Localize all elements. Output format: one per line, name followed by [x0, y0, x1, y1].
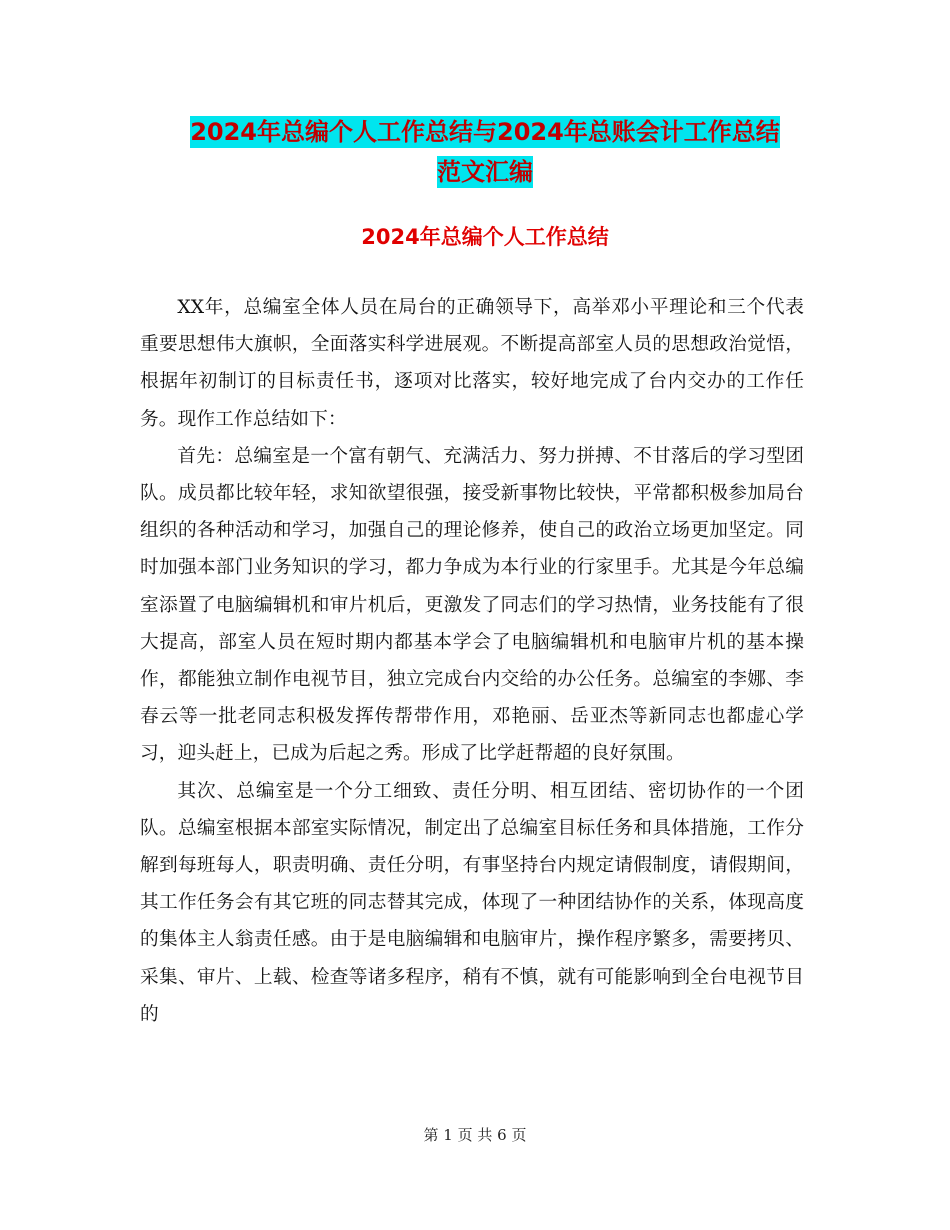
document-title-line1: 2024年总编个人工作总结与2024年总账会计工作总结 [190, 118, 780, 146]
body-paragraph-1: XX年，总编室全体人员在局台的正确领导下，高举邓小平理论和三个代表重要思想伟大旗帜，全面落实科学进展观。不断提高部室人员的思想政治觉悟，根据年初制订的目标责任书，逐项对比落实，较好地完成了台内交办的工作任务。现作工作总结如下： [140, 297, 804, 430]
document-title [140, 112, 830, 192]
section-title: 2024年总编个人工作总结 [361, 225, 609, 249]
document-body [140, 289, 804, 1033]
document-title-line2: 范文汇编 [437, 158, 533, 186]
body-paragraph-2: 首先：总编室是一个富有朝气、充满活力、努力拼搏、不甘落后的学习型团队。成员都比较年轻，求知欲望很强，接受新事物比较快，平常都积极参加局台组织的各种活动和学习，加强自己的理论修养，使自己的政治立场更加坚定。同时加强本部门业务知识的学习，都力争成为本行业的行家里手。尤其是今年总编室添置了电脑编辑机和审片机后，更激发了同志们的学习热情，业务技能有了很大提高，部室人员在短时期内都基本学会了电脑编辑机和电脑审片机的基本操作，都能独立制作电视节目，独立完成台内交给的办公任务。总编室的李娜、李春云等一批老同志积极发挥传帮带作用，邓艳丽、岳亚杰等新同志也都虚心学习，迎头赶上，已成为后起之秀。形成了比学赶帮超的良好氛围。 [140, 445, 804, 765]
body-paragraph-3: 其次、总编室是一个分工细致、责任分明、相互团结、密切协作的一个团队。总编室根据本部室实际情况，制定出了总编室目标任务和具体措施，工作分解到每班每人，职责明确、责任分明，有事坚持台内规定请假制度，请假期间，其工作任务会有其它班的同志替其完成，体现了一种团结协作的关系，体现高度的集体主人翁责任感。由于是电脑编辑和电脑审片，操作程序繁多，需要拷贝、采集、审片、上载、检查等诸多程序，稍有不慎，就有可能影响到全台电视节目的 [140, 780, 804, 1025]
page-footer: 第 1 页 共 6 页 [423, 1126, 527, 1144]
